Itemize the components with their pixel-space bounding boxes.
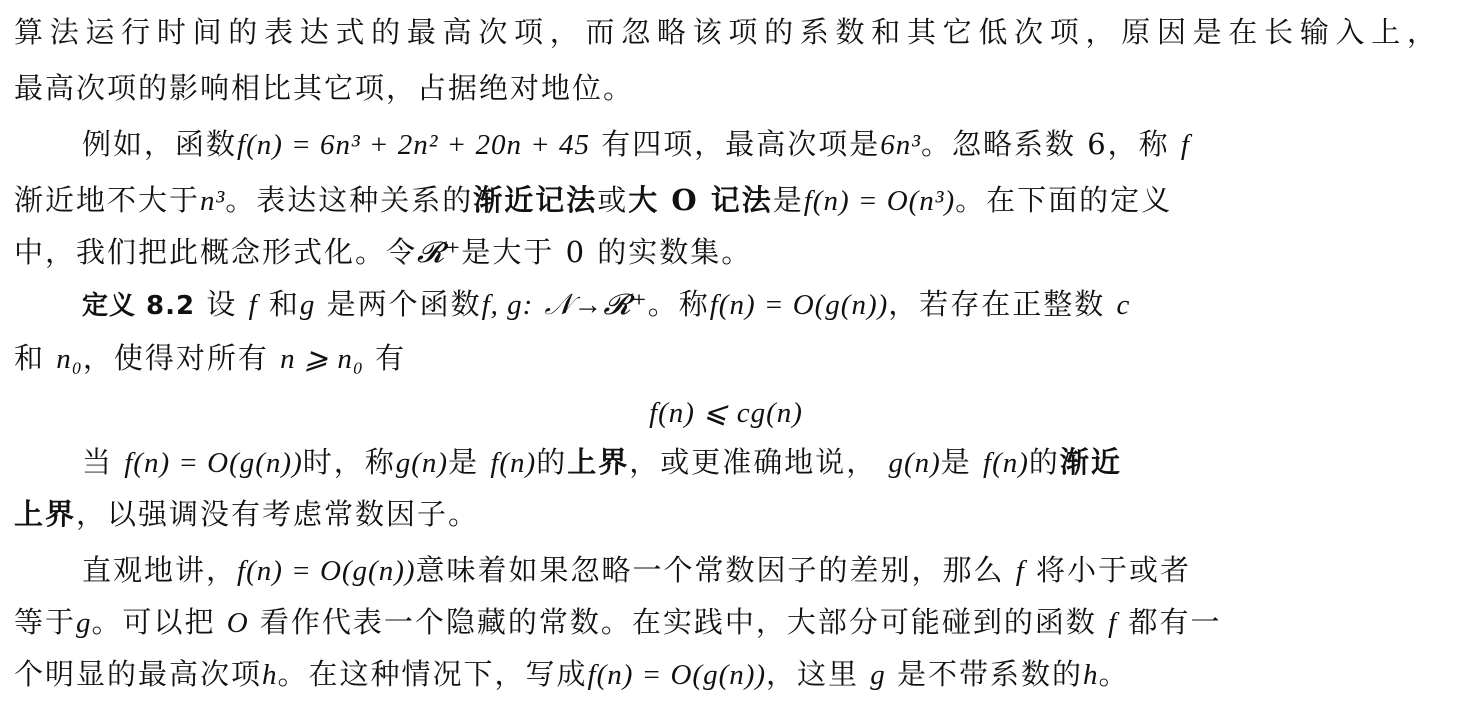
math-inline: O [226, 607, 249, 639]
math-display: f(n) ⩽ cg(n) [649, 397, 803, 429]
display-equation [14, 392, 1438, 432]
text-run: 有 [375, 341, 407, 375]
math-inline: f(n) = O(g(n)) [124, 447, 303, 479]
text-run: 或 [597, 183, 629, 217]
text-run: 渐近地不大于 [14, 183, 201, 217]
math-inline: f [248, 289, 258, 321]
math-inline: h [1083, 659, 1099, 691]
text-run: 。 [1098, 657, 1130, 691]
math-inline: 𝓡⁺ [417, 237, 462, 269]
math-inline: f(n) = 6n³ + 2n² + 20n + 45 [237, 129, 591, 161]
bold-term: 上界 [14, 497, 77, 531]
math-inline: f [1180, 129, 1190, 161]
math-inline: f, g: [481, 289, 534, 321]
math-inline: n ⩾ n₀ [280, 343, 364, 375]
text-run: ，这里 [766, 657, 860, 691]
text-run: 。在这种情况下，写成 [277, 657, 588, 691]
text-run: 直观地讲， [82, 553, 238, 587]
math-inline: 6n³ [880, 129, 921, 161]
paragraph-1-line-1 [14, 12, 1438, 52]
math-inline: f(n) = O(n³) [803, 185, 956, 217]
paragraph-4-line-3 [14, 654, 1438, 694]
math-inline: f(n) [490, 447, 537, 479]
paragraph-3-line-1 [14, 442, 1438, 482]
paragraph-2-line-2 [14, 180, 1438, 220]
text-run: 的 [1028, 445, 1060, 479]
text-run: 最高次项的影响相比其它项，占据绝对地位。 [14, 71, 635, 105]
bold-term: 渐近记法 [473, 183, 598, 217]
bold-term: 大 O 记法 [628, 183, 773, 217]
text-run: 例如，函数 [82, 127, 238, 161]
text-run: 是 [448, 445, 480, 479]
text-run: 当 [82, 445, 114, 479]
text-run: 中，我们把此概念形式化。令 [14, 235, 418, 269]
paragraph-3-line-2 [14, 494, 1438, 534]
text-run: 和 [268, 287, 300, 321]
text-run: 算法运行时间的表达式的最高次项，而忽略该项的系数和其它低次项，原因是在长输入上， [14, 15, 1438, 49]
text-run: ，以强调没有考虑常数因子。 [76, 497, 480, 531]
text-run: 。忽略系数 6，称 [921, 127, 1170, 161]
math-inline: n₀ [56, 343, 83, 375]
definition-line-1 [14, 284, 1438, 324]
text-run: 意味着如果忽略一个常数因子的差别，那么 [415, 553, 1005, 587]
text-run: 将小于或者 [1036, 553, 1192, 587]
bold-term: 渐近 [1059, 445, 1122, 479]
definition-label: 定义 8.2 [82, 291, 196, 321]
text-run: 是 [940, 445, 972, 479]
definition-line-2 [14, 338, 1438, 378]
text-run: 。可以把 [91, 605, 216, 639]
text-run: ，或更准确地说， [629, 445, 878, 479]
text-run: 看作代表一个隐藏的常数。在实践中，大部分可能碰到的函数 [259, 605, 1097, 639]
math-inline: f(n) [983, 447, 1029, 479]
text-run: 个明显的最高次项 [14, 657, 263, 691]
math-inline: g [299, 289, 316, 321]
math-inline: f [1015, 555, 1025, 587]
text-run: 等于 [14, 605, 77, 639]
math-inline: g [76, 607, 92, 639]
math-inline: g [870, 659, 886, 691]
text-run: 和 [14, 341, 46, 375]
text-run: 是两个函数 [326, 287, 482, 321]
text-run: 。在下面的定义 [955, 183, 1173, 217]
paragraph-4-line-2 [14, 602, 1438, 642]
math-inline: f [1108, 607, 1118, 639]
math-inline: f(n) = O(g(n)) [237, 555, 416, 587]
text-run: 有四项，最高次项是 [601, 127, 881, 161]
math-inline: g(n) [888, 447, 941, 479]
math-inline: 𝒩→𝓡⁺ [544, 289, 648, 321]
text-run: 。称 [647, 287, 710, 321]
paragraph-4-line-1 [14, 550, 1438, 590]
math-inline: n³ [200, 185, 226, 217]
bold-term: 上界 [567, 445, 630, 479]
text-run: 时，称 [302, 445, 396, 479]
text-run: 是不带系数的 [897, 657, 1084, 691]
math-inline: h [262, 659, 278, 691]
text-run: ，若存在正整数 [888, 287, 1106, 321]
text-run: 都有一 [1128, 605, 1222, 639]
text-run: 设 [206, 287, 238, 321]
text-run: ，使得对所有 [82, 341, 269, 375]
text-run: 的 [536, 445, 568, 479]
math-inline: f(n) = O(g(n)) [587, 659, 767, 691]
paragraph-1-line-2 [14, 68, 1438, 108]
math-inline: g(n) [395, 447, 449, 479]
math-inline: f(n) = O(g(n)) [709, 289, 889, 321]
paragraph-2-line-3 [14, 232, 1438, 272]
text-run: 是 [772, 183, 804, 217]
text-run: 。表达这种关系的 [225, 183, 474, 217]
paragraph-2-line-1 [14, 124, 1438, 164]
math-inline: c [1116, 289, 1131, 321]
text-run: 是大于 0 的实数集。 [461, 235, 753, 269]
